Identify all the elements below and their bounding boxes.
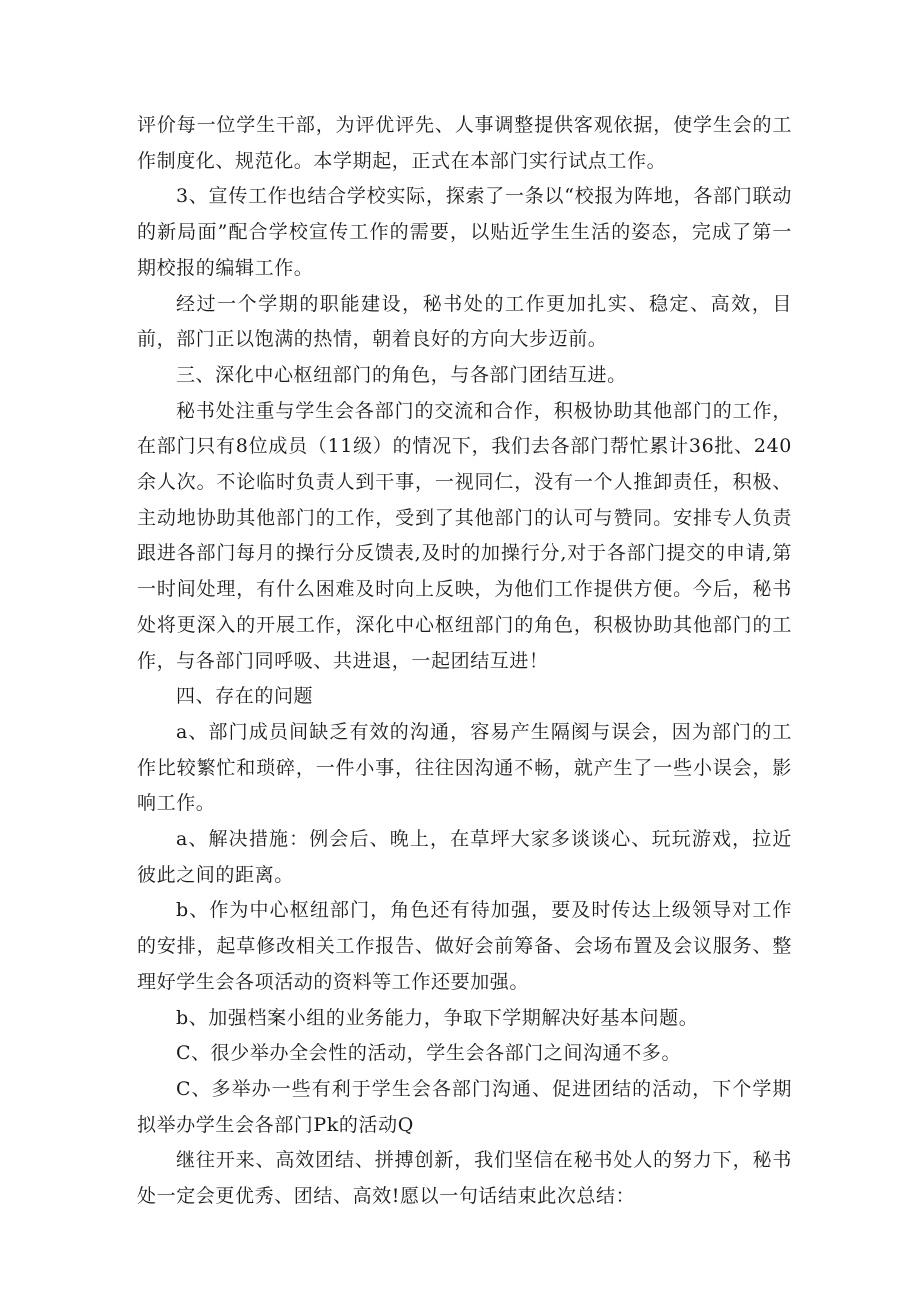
paragraph-problem-b: b、作为中心枢纽部门，角色还有待加强，要及时传达上级领导对工作的安排，起草修改相关工作报告、做好会前筹备、会场布置及会议服务、整理好学生会各项活动的资料等工作还要加强。 (137, 899, 792, 993)
paragraph-solution-c: C、多举办一些有利于学生会各部门沟通、促进团结的活动，下个学期拟举办学生会各部门Pk的活动Q (137, 1077, 792, 1136)
paragraph-cooperation: 秘书处注重与学生会各部门的交流和合作，积极协助其他部门的工作，在部门只有8位成员（11级）的情况下，我们去各部门帮忙累计36批、240余人次。不论临时负责人到干事，一视同仁，没有一个人推卸责任，积极、主动地协助其他部门的工作，受到了其他部门的认可与赞同。安排专人负责跟进各部门每月的操行分反馈表,及时的加操行分,对于各部门提交的申请,第一时间处理，有什么困难及时向上反映，为他们工作提供方便。今后，秘书处将更深入的开展工作，深化中心枢纽部门的角色，积极协助其他部门的工作，与各部门同呼吸、共进退，一起团结互进！ (137, 399, 792, 672)
paragraph-conclusion: 继往开来、高效团结、拼搏创新，我们坚信在秘书处人的努力下，秘书处一定会更优秀、团结、高效!愿以一句话结束此次总结： (137, 1149, 792, 1208)
paragraph-solution-a: a、解决措施：例会后、晚上，在草坪大家多谈谈心、玩玩游戏，拉近彼此之间的距离。 (137, 828, 792, 886)
section-heading-3: 三、深化中心枢纽部门的角色，与各部门团结互进。 (175, 363, 627, 386)
paragraph-problem-a: a、部门成员间缺乏有效的沟通，容易产生隔阂与误会，因为部门的工作比较繁忙和琐碎，一件小事，往往因沟通不畅，就产生了一些小误会，影响工作。 (137, 720, 792, 815)
document-body (137, 108, 792, 1215)
paragraph-solution-b: b、加强档案小组的业务能力，争取下学期解决好基本问题。 (175, 1006, 699, 1029)
paragraph-problem-c: C、很少举办全会性的活动，学生会各部门之间沟通不多。 (175, 1042, 682, 1065)
section-heading-4: 四、存在的问题 (175, 685, 314, 708)
paragraph-semester-summary: 经过一个学期的职能建设，秘书处的工作更加扎实、稳定、高效，目前，部门正以饱满的热情，朝着良好的方向大步迈前。 (137, 292, 792, 351)
paragraph-evaluation: 评价每一位学生干部，为评优评先、人事调整提供客观依据，使学生会的工作制度化、规范化。本学期起，正式在本部门实行试点工作。 (137, 114, 792, 172)
paragraph-publicity: 3、宣传工作也结合学校实际，探索了一条以“校报为阵地，各部门联动的新局面”配合学校宣传工作的需要，以贴近学生生活的姿态，完成了第一期校报的编辑工作。 (137, 185, 792, 279)
